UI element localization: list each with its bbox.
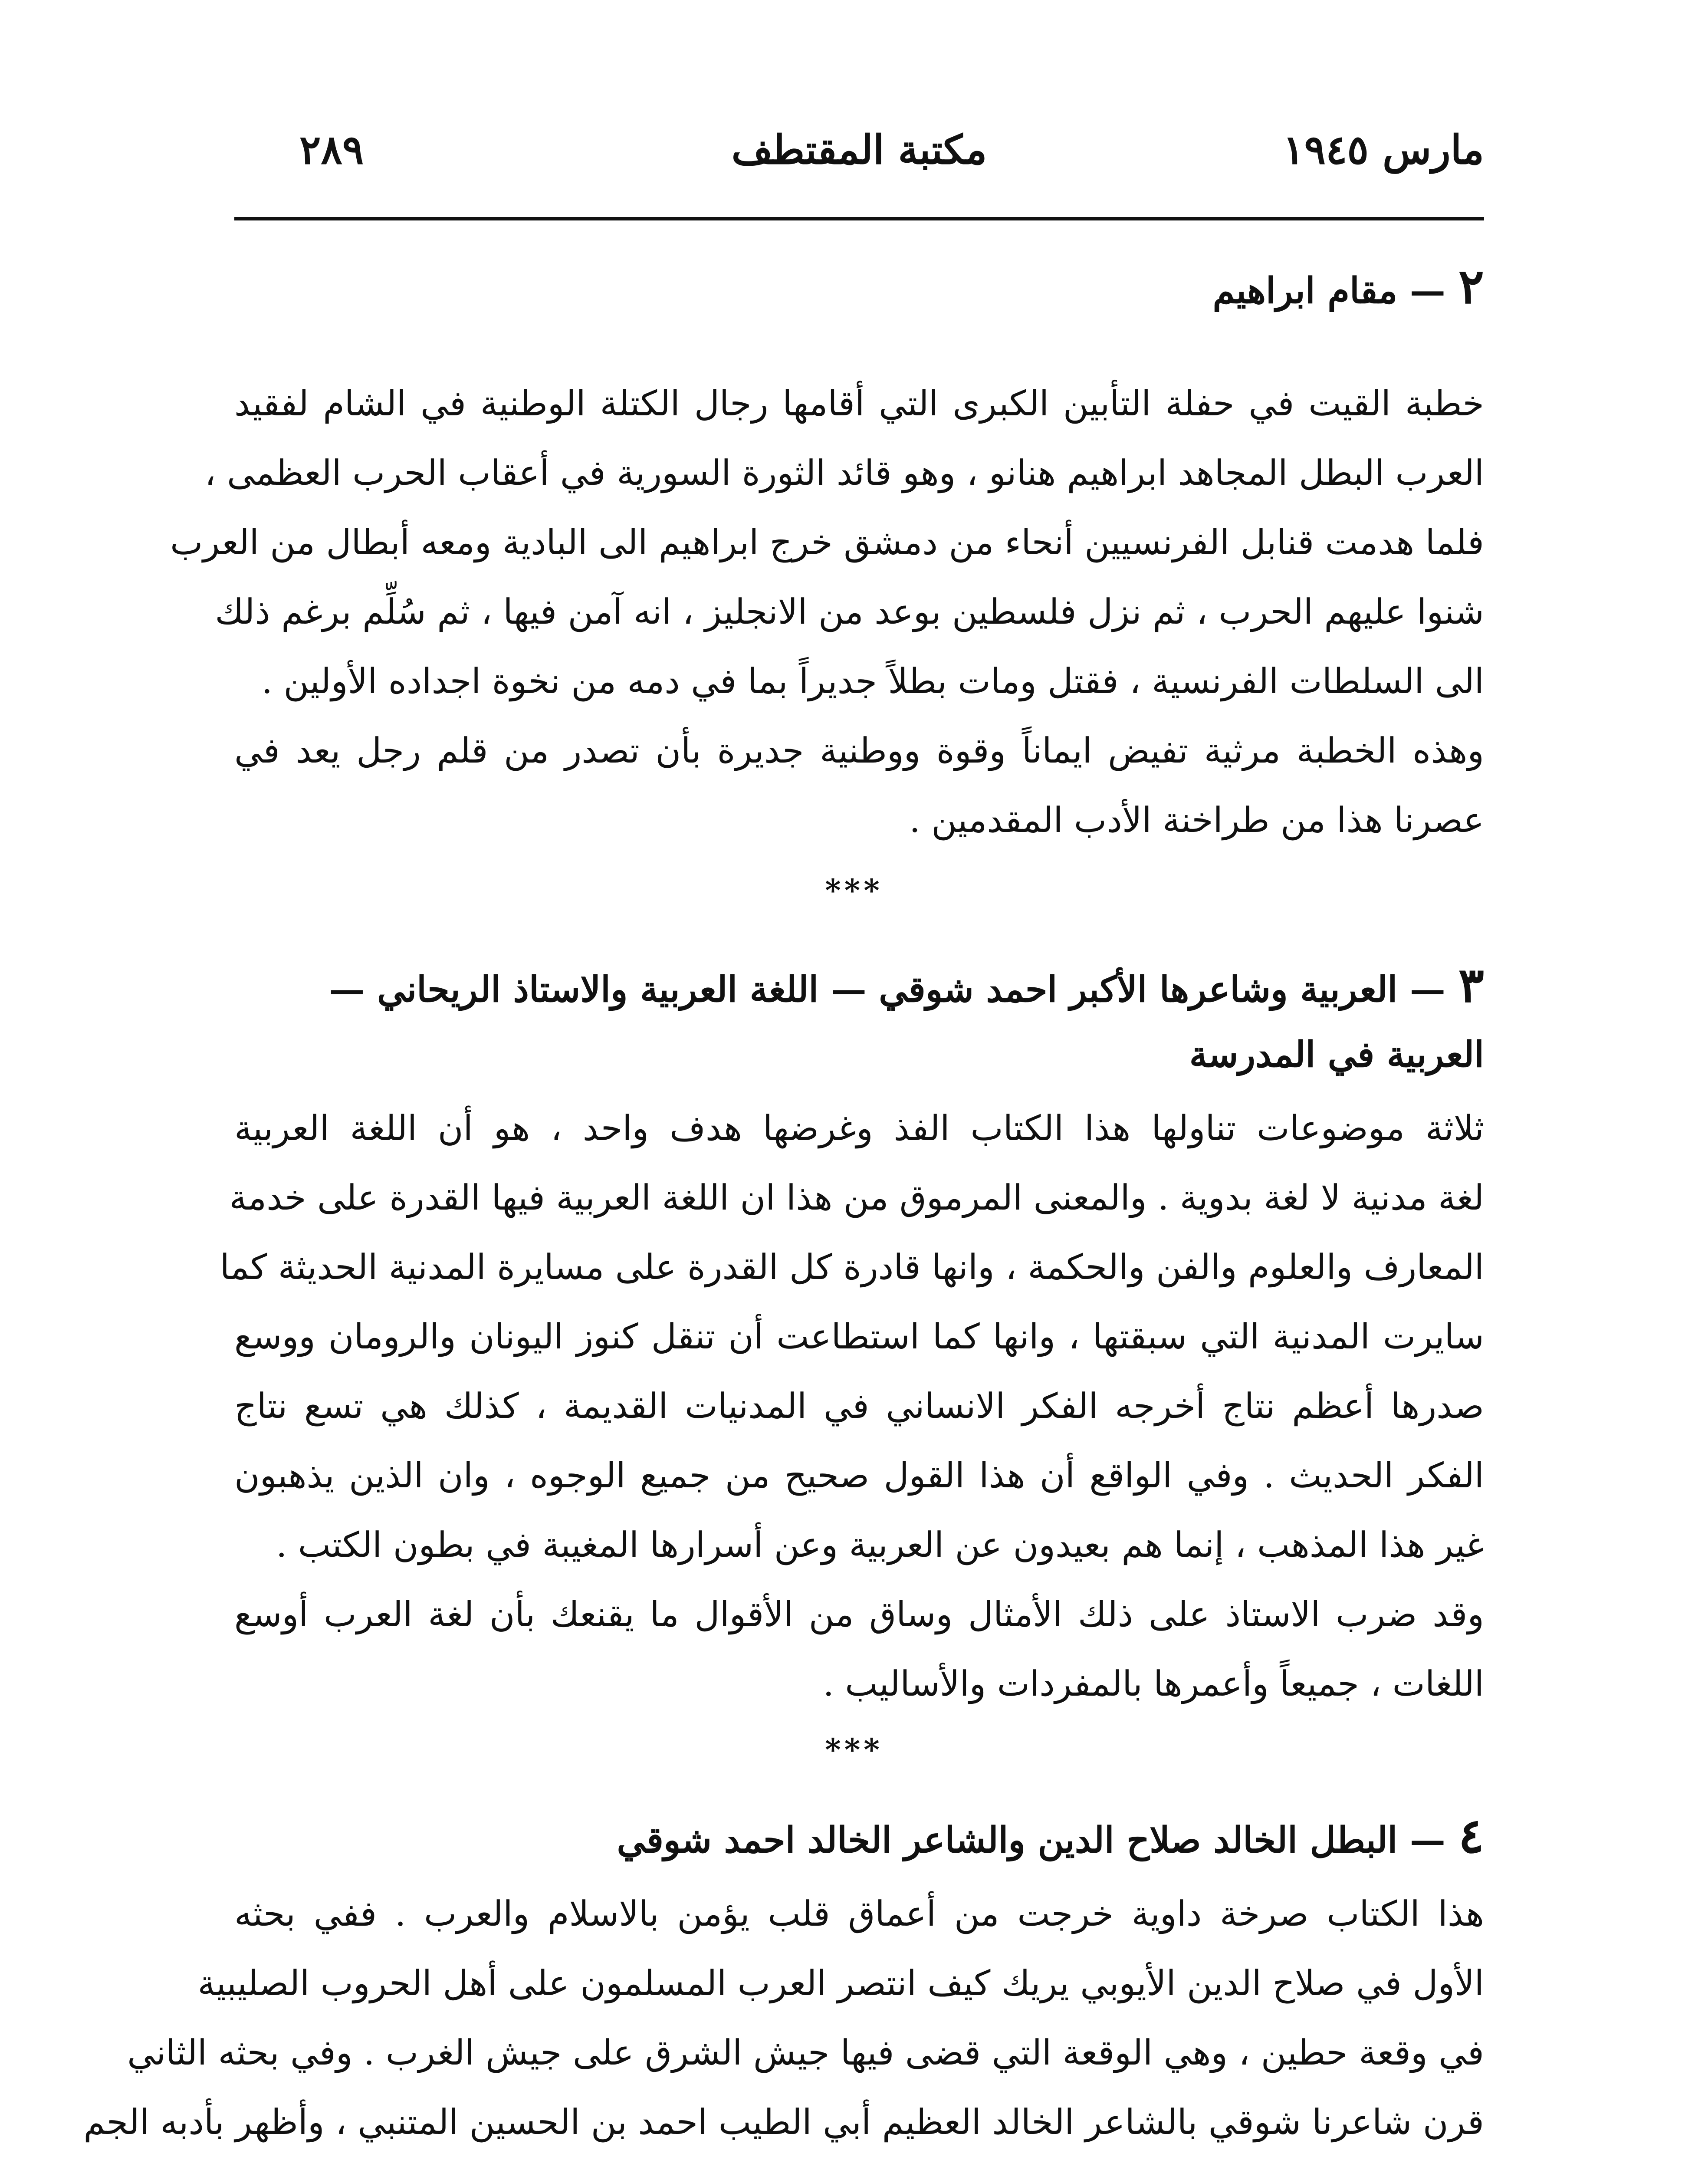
- section-3-heading-continued: [234, 1020, 1484, 1089]
- text-line: فلما هدمت قنابل الفرنسيين أنحاء من دمشق خرج ابراهيم الى البادية ومعه أبطال من العرب: [170, 522, 1484, 562]
- text-line: صدرها أعظم نتاج أخرجه الفكر الانساني في المدنيات القديمة ، كذلك هي تسع نتاج: [234, 1386, 1484, 1426]
- text-line: الفكر الحديث . وفي الواقع أن هذا القول صحيح من جميع الوجوه ، وان الذين يذهبون: [234, 1455, 1484, 1496]
- section-4-title: — البطل الخالد صلاح الدين والشاعر الخالد احمد شوقي: [617, 1819, 1445, 1861]
- text-line: في وقعة حطين ، وهي الوقعة التي قضى فيها جيش الشرق على جيش الغرب . وفي بحثه الثاني: [127, 2032, 1484, 2073]
- section-4-heading: [234, 1801, 1484, 1875]
- text-line: ثلاثة موضوعات تناولها هذا الكتاب الفذ وغرضها هدف واحد ، هو أن اللغة العربية: [234, 1108, 1484, 1148]
- text-line: العرب البطل المجاهد ابراهيم هنانو ، وهو قائد الثورة السورية في أعقاب الحرب العظمى ،: [204, 453, 1484, 493]
- text-line: الى السلطات الفرنسية ، فقتل ومات بطلاً جديراً بما في دمه من نخوة اجداده الأولين .: [261, 661, 1484, 701]
- text-line: خطبة القيت في حفلة التأبين الكبرى التي أقامها رجال الكتلة الوطنية في الشام لفقيد: [234, 383, 1484, 424]
- issue-date: مارس ١٩٤٥: [1283, 126, 1484, 173]
- text-line: عصرنا هذا من طراخنة الأدب المقدمين .: [909, 800, 1484, 840]
- text-line: قرن شاعرنا شوقي بالشاعر الخالد العظيم أبي الطيب احمد بن الحسين المتنبي ، وأظهر بأدبه الجم: [83, 2102, 1484, 2142]
- text-line: شنوا عليهم الحرب ، ثم نزل فلسطين بوعد من الانجليز ، انه آمن فيها ، ثم سُلِّم برغم ذلك: [215, 592, 1484, 632]
- section-3-paragraph-1: [220, 1094, 1485, 1580]
- page-header: [234, 117, 1484, 182]
- section-3-title-continued: العربية في المدرسة: [1189, 1034, 1484, 1075]
- section-3-paragraph-2: [234, 1580, 1484, 1719]
- page-number: ٢٨٩: [299, 126, 364, 173]
- text-line: الأول في صلاح الدين الأيوبي يريك كيف انتصر العرب المسلمون على أهل الحروب الصليبية: [197, 1963, 1484, 2003]
- text-line: وهذه الخطبة مرثية تفيض ايماناً وقوة ووطنية جديرة بأن تصدر من قلم رجل يعد في: [234, 730, 1484, 771]
- text-line: وقد ضرب الاستاذ على ذلك الأمثال وساق من الأقوال ما يقنعك بأن لغة العرب أوسع: [234, 1594, 1484, 1634]
- text-line: سايرت المدنية التي سبقتها ، وانها كما استطاعت أن تنقل كنوز اليونان والرومان ووسع: [234, 1316, 1485, 1357]
- section-2-heading: [234, 252, 1484, 326]
- header-rule: [234, 217, 1484, 220]
- section-separator: ***: [825, 1732, 883, 1768]
- section-2-paragraph-2: [234, 716, 1484, 855]
- section-4-paragraph-1: [83, 1879, 1485, 2170]
- section-4-number: ٤: [1458, 1808, 1484, 1864]
- text-line: المعارف والعلوم والفن والحكمة ، وانها قادرة كل القدرة على مسايرة المدنية الحديثة كما: [220, 1247, 1484, 1287]
- text-line: اللغات ، جميعاً وأعمرها بالمفردات والأساليب .: [823, 1664, 1484, 1704]
- section-2-number: ٢: [1458, 258, 1484, 314]
- section-2-title: — مقام ابراهيم: [1212, 270, 1445, 312]
- section-separator: ***: [825, 872, 883, 908]
- section-3-heading: [234, 950, 1484, 1024]
- running-title: مكتبة المقتطف: [731, 126, 987, 173]
- text-line: [234, 2157, 1484, 2170]
- text-line: غير هذا المذهب ، إنما هم بعيدون عن العربية وعن أسرارها المغيبة في بطون الكتب .: [276, 1525, 1484, 1565]
- section-3-number: ٣: [1458, 957, 1484, 1013]
- text-line: لغة مدنية لا لغة بدوية . والمعنى المرموق من هذا ان اللغة العربية فيها القدرة على خدمة: [229, 1177, 1484, 1218]
- text-line: هذا الكتاب صرخة داوية خرجت من أعماق قلب يؤمن بالاسلام والعرب . ففي بحثه: [234, 1894, 1485, 1934]
- section-2-paragraph-1: [170, 369, 1484, 716]
- section-3-title: — العربية وشاعرها الأكبر احمد شوقي — اللغة العربية والاستاذ الريحاني —: [329, 969, 1445, 1010]
